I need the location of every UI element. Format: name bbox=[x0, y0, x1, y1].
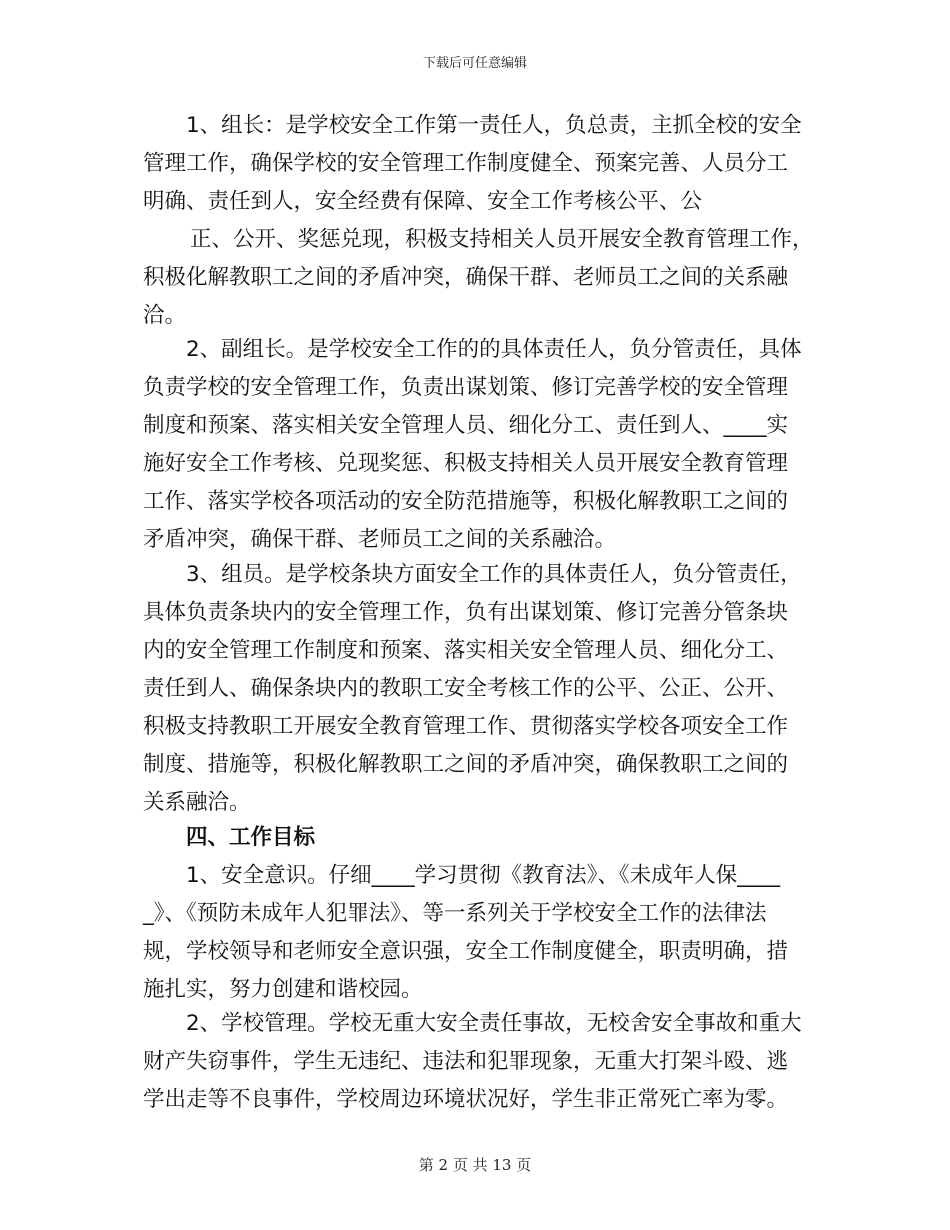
paragraph-line: 工作、落实学校各项活动的安全防范措施等，积极化解教职工之间的 bbox=[143, 489, 789, 514]
page-header: 下载后可任意编辑 bbox=[422, 56, 527, 71]
paragraph-line: 制度和预案、落实相关安全管理人员、细化分工、责任到人、____实 bbox=[143, 413, 789, 438]
paragraph-line: 洽。 bbox=[143, 303, 187, 328]
paragraph-line: 制度、措施等，积极化解教职工之间的矛盾冲突，确保教职工之间的 bbox=[143, 752, 789, 777]
paragraph-line: 学出走等不良事件，学校周边环境状况好，学生非正常死亡率为零。 bbox=[143, 1087, 789, 1112]
paragraph-line: 2、学校管理。学校无重大安全责任事故，无校舍安全事故和重大 bbox=[186, 1011, 802, 1036]
paragraph-line: 1、安全意识。仔细____学习贯彻《教育法》、《未成年人保____ bbox=[186, 863, 781, 888]
paragraph-line: 明确、责任到人，安全经费有保障、安全工作考核公平、公 bbox=[143, 189, 703, 214]
paragraph-line: 2、副组长。是学校安全工作的的具体责任人，负分管责任，具体 bbox=[186, 337, 802, 362]
paragraph-line: 财产失窃事件，学生无违纪、违法和犯罪现象，无重大打架斗殴、逃 bbox=[143, 1049, 789, 1074]
paragraph-line: 正、公开、奖惩兑现，积极支持相关人员开展安全教育管理工作， bbox=[190, 227, 814, 252]
paragraph-line: 施扎实，努力创建和谐校园。 bbox=[143, 977, 423, 1002]
paragraph-line: 积极化解教职工之间的矛盾冲突，确保干群、老师员工之间的关系融 bbox=[143, 265, 789, 290]
paragraph-line: 施好安全工作考核、兑现奖惩、积极支持相关人员开展安全教育管理 bbox=[143, 451, 789, 476]
page-number-footer: 第 2 页 共 13 页 bbox=[418, 1156, 532, 1174]
paragraph-line: 负责学校的安全管理工作，负责出谋划策、修订完善学校的安全管理 bbox=[143, 375, 789, 400]
section-heading: 四、工作目标 bbox=[186, 825, 316, 850]
paragraph-line: 矛盾冲突，确保干群、老师员工之间的关系融洽。 bbox=[143, 527, 617, 552]
paragraph-line: 具体负责条块内的安全管理工作，负有出谋划策、修订完善分管条块 bbox=[143, 600, 789, 625]
paragraph-line: 3、组员。是学校条块方面安全工作的具体责任人，负分管责任， bbox=[186, 562, 802, 587]
paragraph-line: 1、组长：是学校安全工作第一责任人，负总责，主抓全校的安全 bbox=[186, 113, 802, 138]
paragraph-line: 责任到人、确保条块内的教职工安全考核工作的公平、公正、公开、 bbox=[143, 676, 789, 701]
paragraph-line: _》、《预防未成年人犯罪法》、等一系列关于学校安全工作的法律法 bbox=[143, 901, 767, 926]
paragraph-line: 关系融洽。 bbox=[143, 790, 251, 815]
paragraph-line: 规，学校领导和老师安全意识强，安全工作制度健全，职责明确，措 bbox=[143, 939, 789, 964]
paragraph-line: 管理工作，确保学校的安全管理工作制度健全、预案完善、人员分工 bbox=[143, 151, 789, 176]
paragraph-line: 积极支持教职工开展安全教育管理工作、贯彻落实学校各项安全工作 bbox=[143, 714, 789, 739]
paragraph-line: 内的安全管理工作制度和预案、落实相关安全管理人员、细化分工、 bbox=[143, 638, 789, 663]
